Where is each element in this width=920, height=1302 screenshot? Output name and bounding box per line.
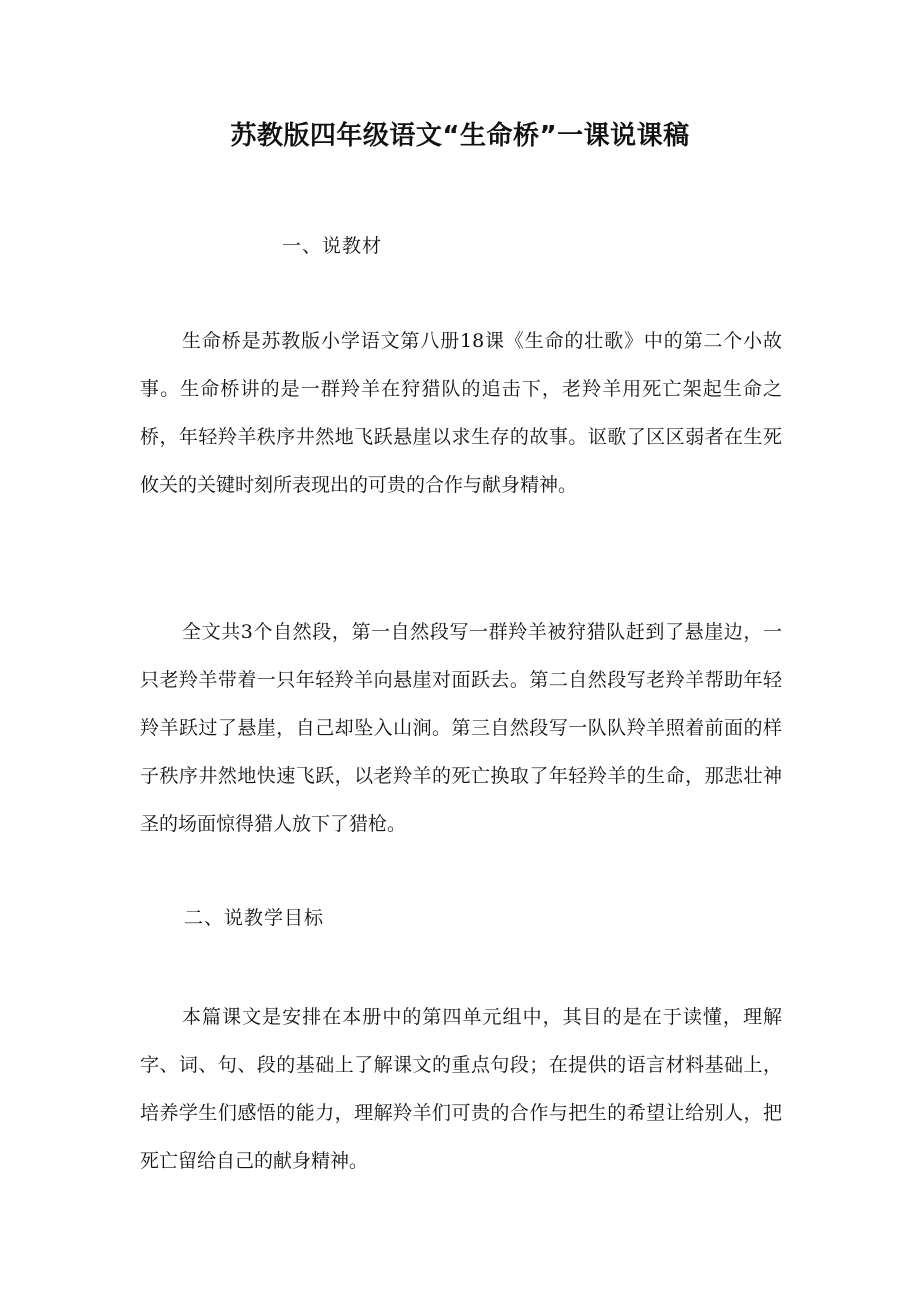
document-title: 苏教版四年级语文“生命桥”一课说课稿 xyxy=(230,121,690,151)
paragraph-textbook-intro: 生命桥是苏教版小学语文第八册18课《生命的壮歌》中的第二个小故事。生命桥讲的是一群羚羊在狩猎队的追击下，老羚羊用死亡架起生命之桥，年轻羚羊秩序井然地飞跃悬崖以求生存的故事。讴歌了区区弱者在生死攸关的关键时刻所表现出的可贵的合作与献身精神。 xyxy=(140,330,782,496)
section-heading-textbook: 一、说教材 xyxy=(282,235,383,257)
paragraph-objectives: 本篇课文是安排在本册中的第四单元组中，其目的是在于读懂，理解字、词、句、段的基础上了解课文的重点句段；在提供的语言材料基础上，培养学生们感悟的能力，理解羚羊们可贵的合作与把生的希望让给别人，把死亡留给自己的献身精神。 xyxy=(140,1006,782,1172)
paragraph-textbook-structure: 全文共3个自然段，第一自然段写一群羚羊被狩猎队赶到了悬崖边，一只老羚羊带着一只年轻羚羊向悬崖对面跃去。第二自然段写老羚羊帮助年轻羚羊跃过了悬崖，自己却坠入山涧。第三自然段写一队队羚羊照着前面的样子秩序井然地快速飞跃，以老羚羊的死亡换取了年轻羚羊的生命，那悲壮神圣的场面惊得猎人放下了猎枪。 xyxy=(140,621,782,835)
section-heading-objectives: 二、说教学目标 xyxy=(184,907,325,929)
